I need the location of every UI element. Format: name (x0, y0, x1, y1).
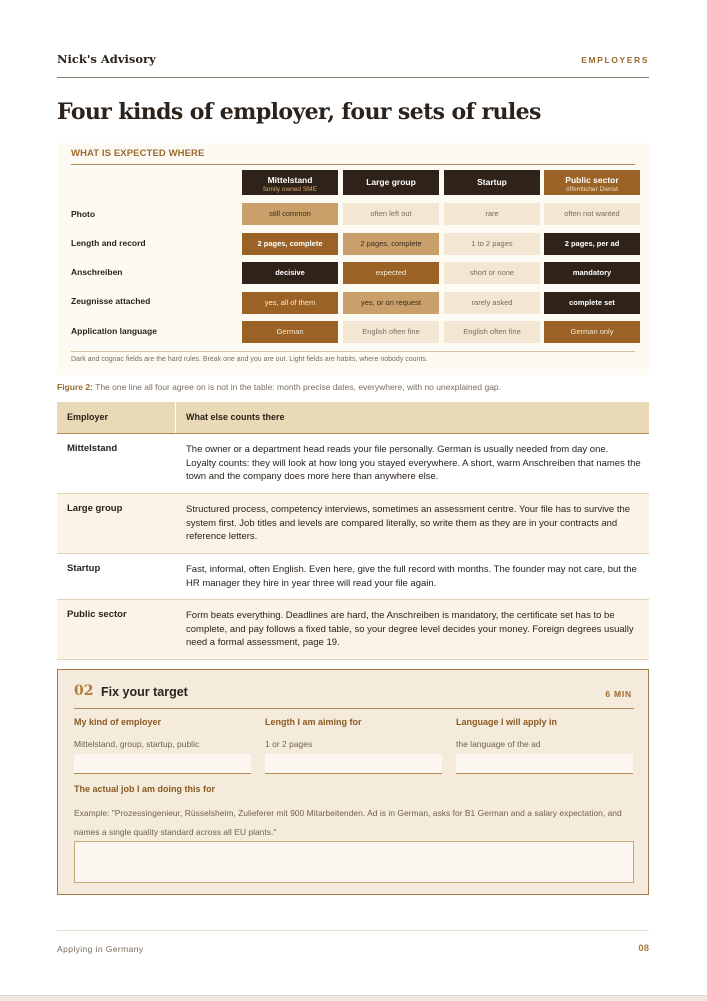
row-label-zeugnisse: Zeugnisse attached (71, 296, 151, 306)
table-header-what-counts: What else counts there (186, 412, 285, 422)
field-label-employer-kind: My kind of employer (74, 717, 162, 727)
table-row (57, 600, 649, 660)
header-divider (175, 402, 176, 433)
cell-anschreiben-public-sector: mandatory (544, 262, 640, 284)
column-name: Public sector (565, 175, 619, 185)
row-text: The owner or a department head reads your file personally. German is usually needed from day one. Loyalty counts: they will look at how long you stayed everywhere. A short, warm Anschreiben that names the town and the company does more here than anywhere else. (186, 444, 641, 483)
column-name: Large group (366, 177, 416, 187)
cell-length-large-group: 2 pages, complete (343, 233, 439, 255)
brand-name: Nick's Advisory (57, 52, 156, 66)
figure-note: Dark and cognac fields are the hard rules. Break one and you are out. Light fields are habits, where nobody counts. (71, 356, 428, 363)
figure-heading: WHAT IS EXPECTED WHERE (71, 148, 635, 165)
row-label-anschreiben: Anschreiben (71, 267, 123, 277)
cell-length-mittelstand: 2 pages, complete (242, 233, 338, 255)
exercise-box (57, 669, 649, 895)
column-name: Startup (477, 177, 507, 187)
row-employer: Startup (67, 563, 101, 574)
length-input[interactable] (265, 754, 442, 774)
exercise-time: 6 MIN (605, 689, 632, 699)
row-text: Fast, informal, often English. Even here, give the full record with months. The founder may not care, but the HR manager they hire in year three will read your file again. (186, 564, 637, 589)
section-tag: EMPLOYERS (581, 55, 649, 65)
table-header-employer: Employer (67, 412, 109, 422)
caption-label: Figure 2: (57, 382, 93, 392)
cell-length-startup: 1 to 2 pages (444, 233, 540, 255)
cell-language-mittelstand: German (242, 321, 338, 343)
job-label: The actual job I am doing this for (74, 784, 216, 794)
row-employer: Mittelstand (67, 443, 118, 454)
column-subtitle: family owned SME (263, 186, 317, 193)
field-label-length: Length I am aiming for (265, 717, 362, 727)
page-title: Four kinds of employer, four sets of rules (57, 99, 541, 125)
caption-text: The one line all four agree on is not in the table: month precise dates, everywhere, with no unexplained gap. (95, 382, 502, 392)
language-input[interactable] (456, 754, 633, 774)
figure-divider (71, 351, 635, 352)
column-header-startup (444, 170, 540, 195)
column-header-large-group (343, 170, 439, 195)
cell-zeugnisse-large-group: yes, or on request (343, 292, 439, 314)
row-label-length: Length and record (71, 238, 146, 248)
cell-length-public-sector: 2 pages, per ad (544, 233, 640, 255)
column-header-public-sector (544, 170, 640, 195)
column-header-mittelstand (242, 170, 338, 195)
cell-language-large-group: English often fine (343, 321, 439, 343)
bottom-edge (0, 995, 707, 1001)
cell-zeugnisse-mittelstand: yes, all of them (242, 292, 338, 314)
row-label-photo: Photo (71, 209, 96, 219)
row-text: Form beats everything. Deadlines are hard, the Anschreiben is mandatory, the certificate set has to be complete, and pay follows a fixed table, so your degree level decides your money. Foreign degrees usually need a formal assessment, page 19. (186, 610, 634, 649)
field-hint-length: 1 or 2 pages (265, 739, 313, 749)
row-text: Structured process, competency interviews, sometimes an assessment centre. Your file has to survive the system first. Job titles and levels are compared literally, so write them as they are in your contracts and reference letters. (186, 504, 631, 543)
cell-anschreiben-startup: short or none (444, 262, 540, 284)
row-label-language: Application language (71, 326, 157, 336)
cell-photo-startup: rare (444, 203, 540, 225)
figure-caption (57, 382, 501, 392)
employer-kind-input[interactable] (74, 754, 251, 774)
row-employer: Public sector (67, 609, 127, 620)
exercise-title: Fix your target (101, 685, 188, 699)
cell-zeugnisse-public-sector: complete set (544, 292, 640, 314)
table-row (57, 494, 649, 554)
field-hint-language: the language of the ad (456, 739, 541, 749)
cell-photo-public-sector: often not wanted (544, 203, 640, 225)
cell-language-startup: English often fine (444, 321, 540, 343)
page-header (57, 52, 649, 78)
footer-title: Applying in Germany (57, 944, 144, 954)
exercise-number: 02 (74, 683, 94, 699)
cell-zeugnisse-startup: rarely asked (444, 292, 540, 314)
cell-anschreiben-large-group: expected (343, 262, 439, 284)
exercise-divider (74, 708, 634, 709)
page-number: 08 (638, 943, 649, 954)
row-employer: Large group (67, 503, 123, 514)
cell-language-public-sector: German only (544, 321, 640, 343)
cell-anschreiben-mittelstand: decisive (242, 262, 338, 284)
table-row (57, 434, 649, 494)
field-label-language: Language I will apply in (456, 717, 558, 727)
field-hint-employer-kind: Mittelstand, group, startup, public (74, 739, 200, 749)
table-row (57, 554, 649, 600)
job-description-input[interactable] (74, 841, 634, 883)
column-subtitle: öffentlicher Dienst (566, 186, 618, 193)
column-name: Mittelstand (267, 175, 313, 185)
cell-photo-large-group: often left out (343, 203, 439, 225)
page-footer (57, 930, 649, 954)
employer-table (57, 402, 649, 660)
cell-photo-mittelstand: still common (242, 203, 338, 225)
expectations-figure (57, 143, 649, 375)
job-hint: Example: "Prozessingenieur, Rüsselsheim, Zulieferer mit 900 Mitarbeitenden. Ad is in German, asks for B1 German and a salary expectation, and names a single quality standard across all EU plants." (74, 808, 622, 837)
table-header (57, 402, 649, 434)
